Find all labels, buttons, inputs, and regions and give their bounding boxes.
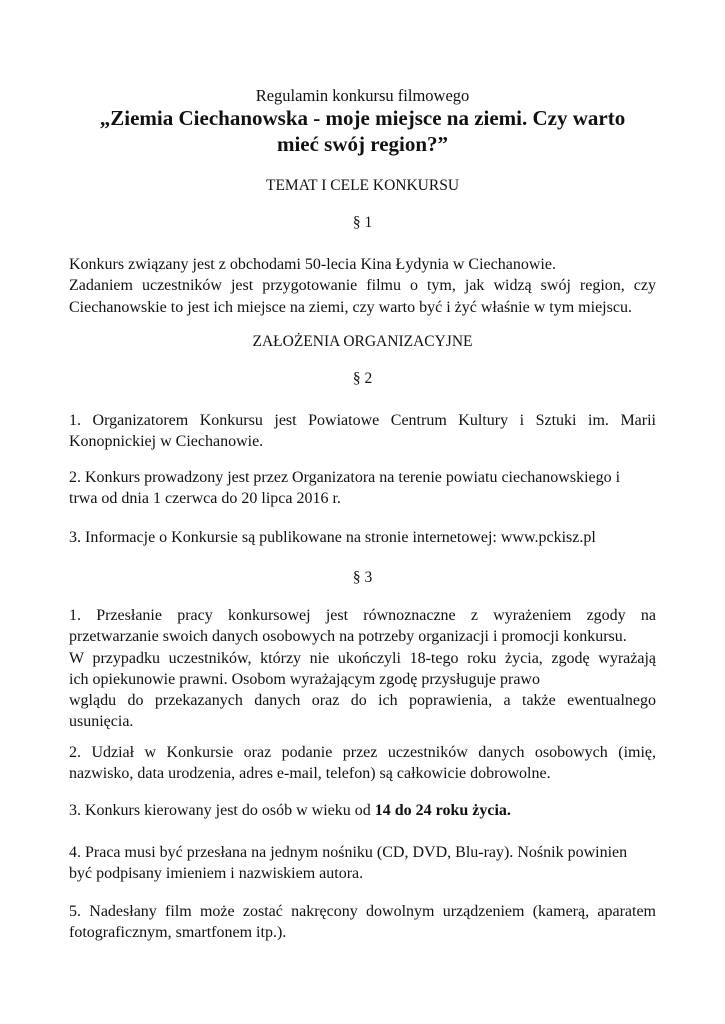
text-line: przetwarzanie swoich danych osobowych na potrzeby organizacji i promocji konkursu. — [69, 628, 627, 646]
text-line: 5. Nadesłany film może zostać nakręcony dowolnym urządzeniem (kamerą, aparatem — [69, 903, 656, 920]
text-line: fotograficznym, smartfonem itp.). — [69, 924, 287, 942]
paragraph-mark-2: § 2 — [352, 370, 373, 387]
text-line: Konopnickiej w Ciechanowie. — [69, 433, 264, 451]
text-line: 1. Przesłanie pracy konkursowej jest równoznaczne z wyrażeniem zgody na — [69, 607, 656, 624]
title-line: mieć swój region?” — [276, 132, 449, 156]
section-3-item-5 — [69, 901, 656, 944]
text-line: usunięcia. — [69, 713, 134, 731]
text-line: Ciechanowskie to jest ich miejsce na ziemi, czy warto być i żyć właśnie w tym miejscu. — [69, 298, 632, 316]
text-line: Konkurs związany jest z obchodami 50-lecia Kina Łydynia w Ciechanowie. — [69, 256, 556, 273]
text-line — [69, 800, 656, 821]
section-2-item-1 — [69, 410, 656, 453]
text-line: nazwisko, data urodzenia, adres e-mail, telefon) są całkowicie dobrowolne. — [69, 765, 551, 783]
section-3-item-4 — [69, 842, 656, 885]
title-line: „Ziemia Ciechanowska - moje miejsce na ziemi. Czy warto — [99, 106, 626, 130]
section-2-item-3 — [69, 527, 656, 548]
section-1-paragraph — [69, 254, 656, 318]
text-line: trwa od dnia 1 czerwca do 20 lipca 2016 r. — [69, 490, 341, 508]
text-line: 2. Konkurs prowadzony jest przez Organizatora na terenie powiatu ciechanowskiego i — [69, 469, 621, 486]
text-line: 1. Organizatorem Konkursu jest Powiatowe Centrum Kultury i Sztuki im. Marii — [69, 412, 656, 429]
section-2-item-2 — [69, 467, 656, 510]
text-line: 4. Praca musi być przesłana na jednym nośniku (CD, DVD, Blu-ray). Nośnik powinien — [69, 844, 628, 861]
section-heading-theme: TEMAT I CELE KONKURSU — [265, 177, 460, 194]
text-line: Zadaniem uczestników jest przygotowanie filmu o tym, jak widzą swój region, czy — [69, 277, 656, 295]
text-line: 2. Udział w Konkursie oraz podanie przez uczestników danych osobowych (imię, — [69, 744, 656, 761]
text-line: W przypadku uczestników, którzy nie ukończyli 18-tego roku życia, zgodę wyrażają — [69, 649, 656, 667]
section-3-item-3 — [69, 800, 656, 821]
text-line: być podpisany imieniem i nazwiskiem autora. — [69, 865, 364, 883]
age-range-bold: 14 do 24 roku życia. — [374, 802, 511, 819]
document-title — [69, 105, 656, 157]
paragraph-mark-3: § 3 — [352, 569, 373, 586]
text-line: wglądu do przekazanych danych oraz do ich poprawienia, a także ewentualnego — [69, 692, 656, 710]
section-heading-organization: ZAŁOŻENIA ORGANIZACYJNE — [252, 333, 473, 350]
section-3-item-2 — [69, 742, 656, 785]
document-subtitle: Regulamin konkursu filmowego — [255, 86, 470, 105]
text-line: ich opiekunowie prawni. Osobom wyrażającym zgodę przysługuje prawo — [69, 670, 540, 688]
text-line: 3. Informacje o Konkursie są publikowane na stronie internetowej: www.pckisz.pl — [69, 529, 596, 546]
paragraph-mark-1: § 1 — [352, 214, 373, 231]
age-text-prefix: 3. Konkurs kierowany jest do osób w wieku od — [69, 802, 375, 819]
section-3-item-1 — [69, 605, 656, 733]
